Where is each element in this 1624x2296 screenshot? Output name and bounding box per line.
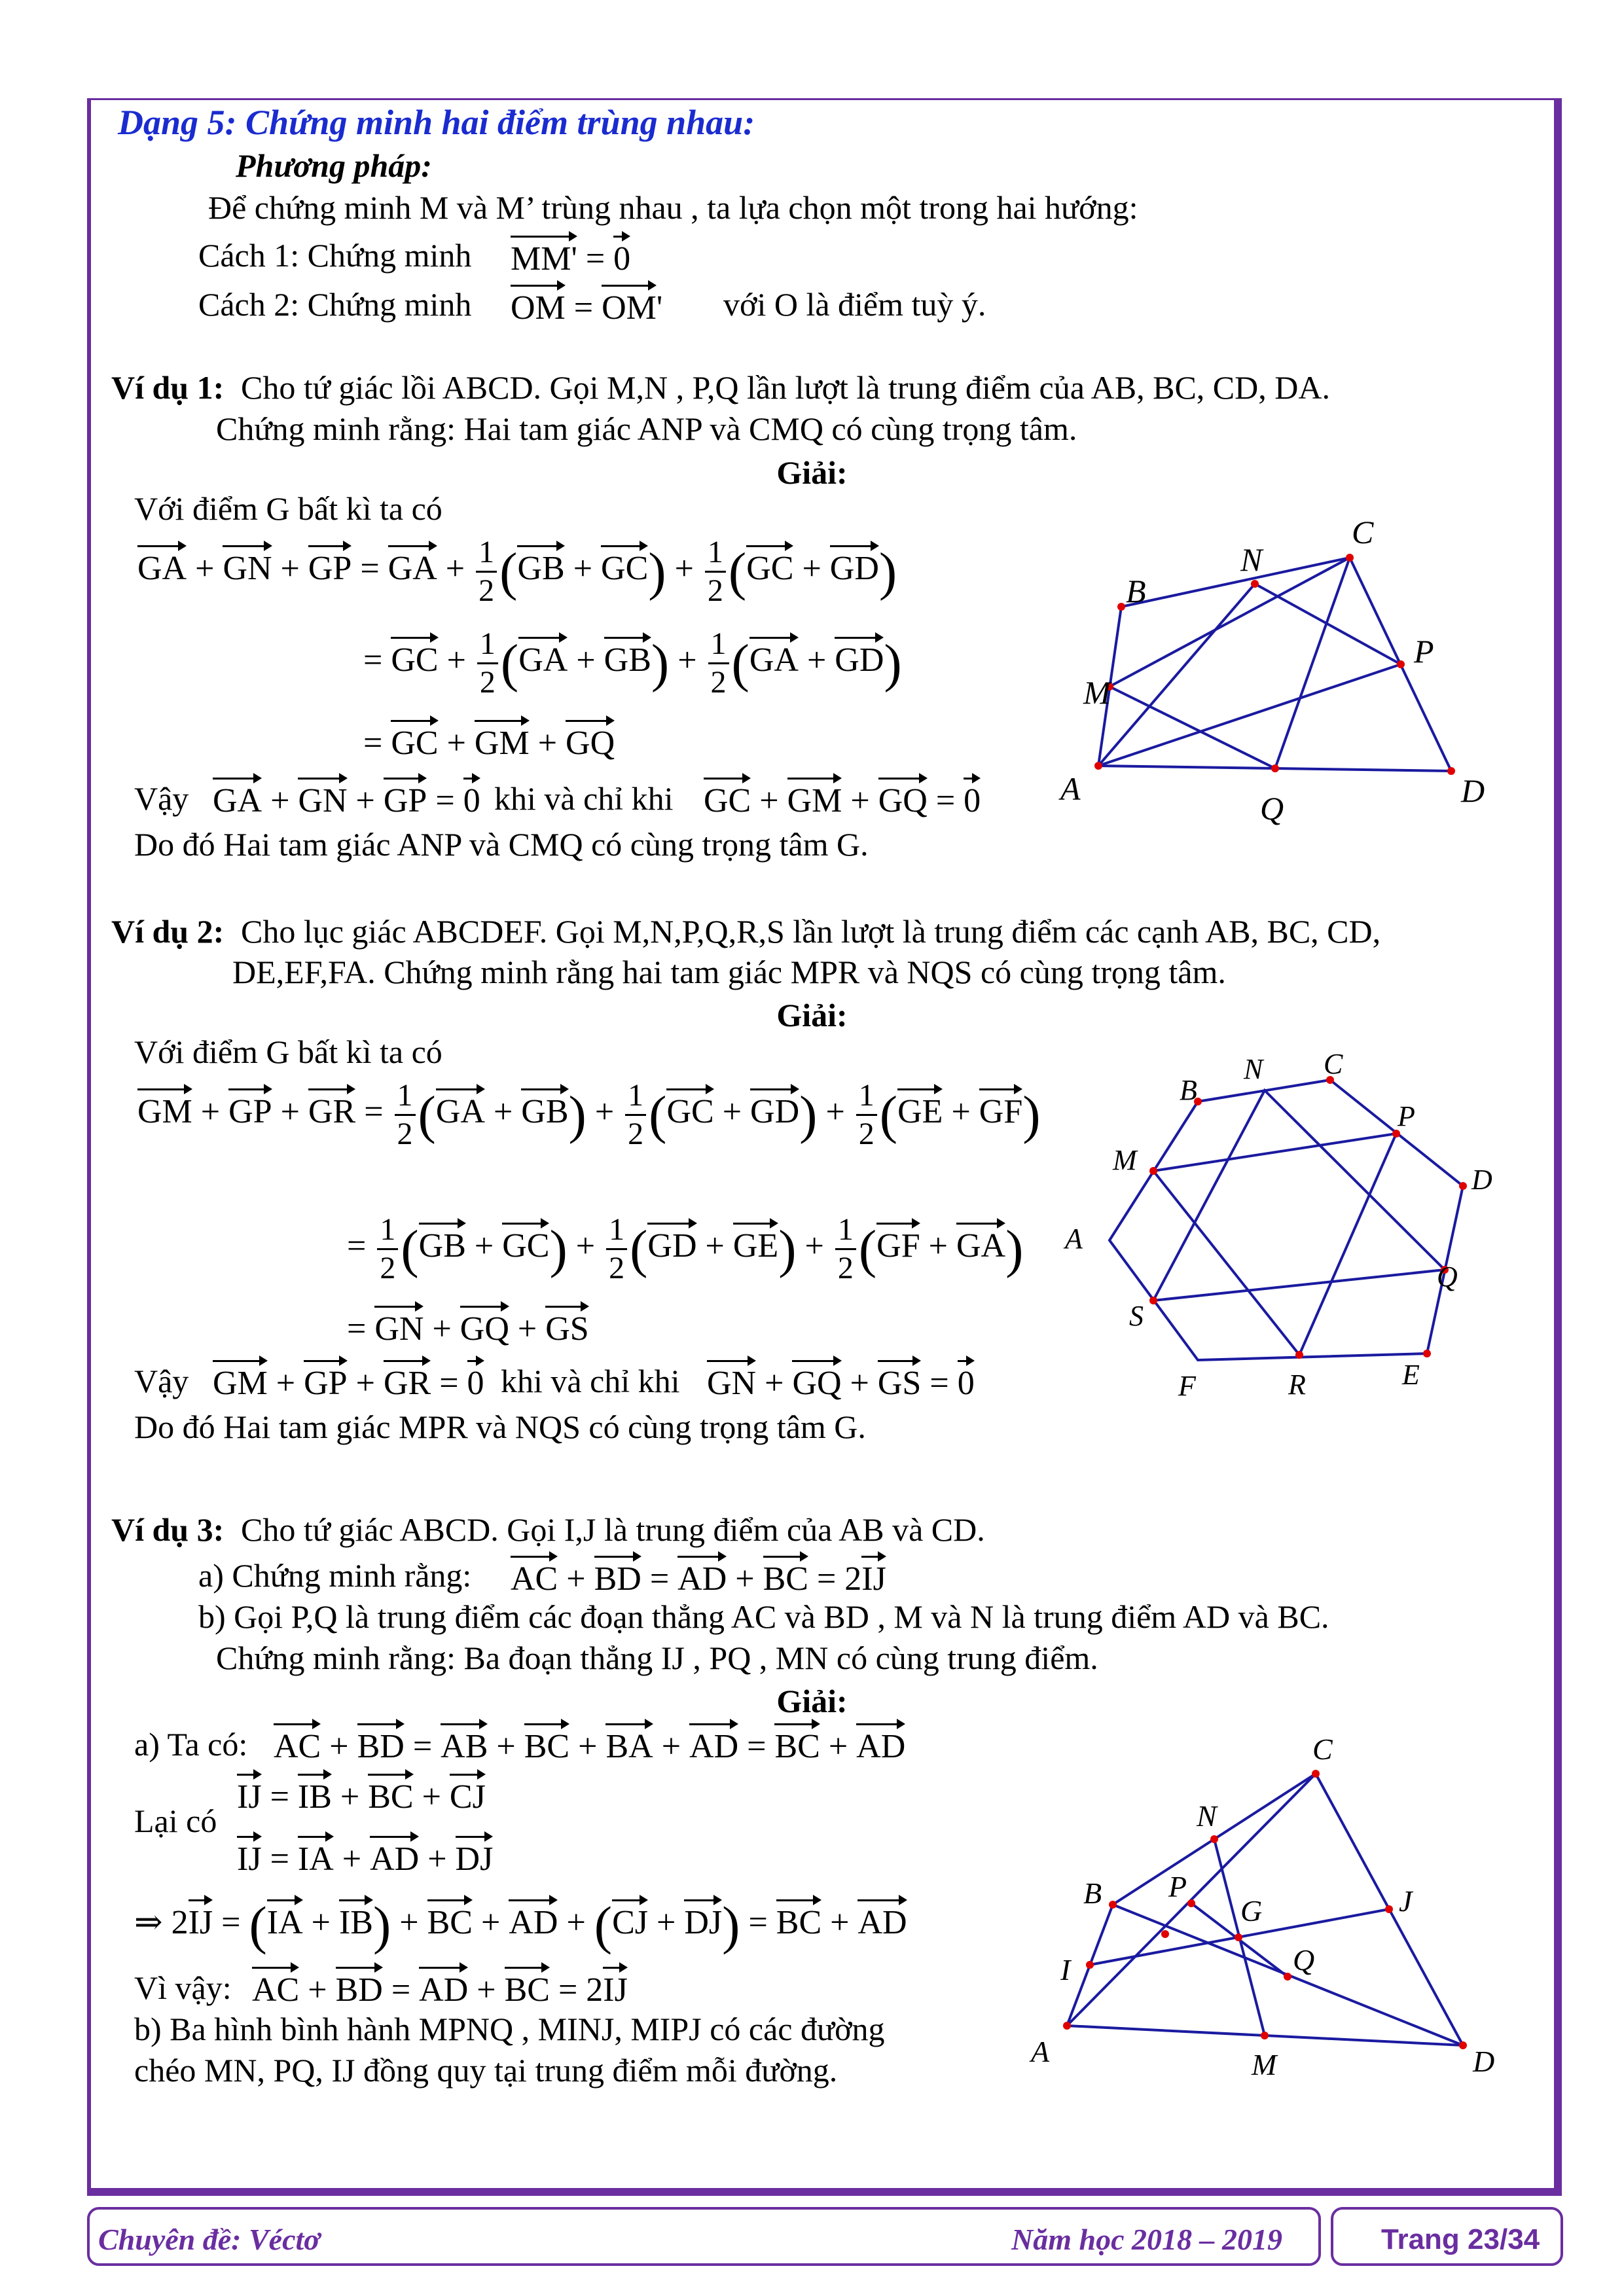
ex1-line1: Cho tứ giác lồi ABCD. Gọi M,N , P,Q lần lượt là trung điểm của AB, BC, CD, DA. [241, 369, 1330, 406]
ex1-label-D: D [1461, 772, 1485, 809]
ex2-conclude-mid: khi và chỉ khi [501, 1363, 680, 1399]
method-way2-suffix: với O là điểm tuỳ ý. [723, 286, 986, 323]
ex2-label-C: C [1324, 1048, 1343, 1080]
ex2-label-B: B [1180, 1074, 1197, 1106]
ex3-point-Q [1284, 1973, 1291, 1981]
ex3-label-N: N [1197, 1799, 1217, 1833]
ex2-with-g: Với điểm G bất kì ta có [134, 1033, 442, 1070]
ex2-label-F: F [1178, 1370, 1196, 1402]
ex3-also-eq1: IJ = IB + BC + CJ [237, 1774, 486, 1816]
ex1-line2: Chứng minh rằng: Hai tam giác ANP và CMQ có cùng trọng tâm. [216, 410, 1077, 447]
ex3-a-formula: AC + BD = AD + BC = 2IJ [511, 1556, 886, 1598]
ex3-therefore-formula: AC + BD = AD + BC = 2IJ [252, 1967, 628, 2009]
ex3-label-B: B [1083, 1876, 1102, 1910]
ex1-conclude-eq2: GC + GM + GQ = 0 [704, 778, 981, 820]
footer-topic: Chuyên đề: Véctơ [98, 2223, 320, 2256]
ex2-label-A: A [1065, 1223, 1083, 1255]
ex1-conclude-eq1: GA + GN + GP = 0 [213, 778, 480, 820]
ex3-point-aux [1161, 1930, 1169, 1938]
ex3-label-P: P [1168, 1870, 1187, 1903]
ex1-eq2: = GC + $\frac{1}{2}$ (GA + GB) + $\frac{1}{2}$ (GA + GD) [363, 626, 902, 700]
ex1-label: Ví dụ 1: [111, 369, 225, 406]
ex2-label-Q: Q [1437, 1261, 1458, 1293]
ex2-label-S: S [1129, 1300, 1144, 1332]
ex1-conclude-mid: khi và chỉ khi [494, 780, 674, 817]
ex1-label-B: B [1126, 573, 1146, 609]
footer-page-number: Trang 23/34 [1381, 2223, 1540, 2255]
ex2-line2: DE,EF,FA. Chứng minh rằng hai tam giác MPR và NQS có cùng trọng tâm. [232, 954, 1226, 990]
ex3-point-C [1312, 1770, 1320, 1778]
ex2-line1: Cho lục giác ABCDEF. Gọi M,N,P,Q,R,S lần lượt là trung điểm các cạnh AB, BC, CD, [241, 913, 1381, 950]
ex3-point-I [1086, 1961, 1094, 1969]
ex1-eq3: = GC + GM + GQ [363, 720, 615, 762]
ex3-label-A: A [1031, 2035, 1050, 2068]
ex1-label-Q: Q [1260, 790, 1284, 827]
ex3-point-M [1261, 2032, 1269, 2039]
ex3-label-J: J [1399, 1884, 1413, 1918]
ex3-line1: Cho tứ giác ABCD. Gọi I,J là trung điểm của AB và CD. [241, 1511, 985, 1548]
ex2-label-N: N [1244, 1053, 1263, 1085]
ex2-label-M: M [1113, 1144, 1137, 1176]
ex2-label-D: D [1471, 1164, 1492, 1196]
ex3-sol-a: a) Ta có: [134, 1726, 248, 1763]
ex3-point-P [1187, 1899, 1195, 1907]
ex2-conclude-eq2: GN + GQ + GS = 0 [707, 1360, 975, 1403]
ex3-sol-b2: chéo MN, PQ, IJ đồng quy tại trung điểm mỗi đường. [134, 2052, 838, 2089]
ex1-label-P: P [1414, 633, 1434, 670]
ex3-sol-a-formula: AC + BD = AB + BC + BA + AD = BC + AD [274, 1723, 905, 1766]
ex2-label: Ví dụ 2: [111, 913, 225, 950]
ex3-label-D: D [1473, 2045, 1495, 2078]
ex1-with-g: Với điểm G bất kì ta có [134, 490, 442, 527]
ex1-solution-label: Giải: [776, 454, 848, 491]
ex1-eq1: GA + GN + GP = GA + $\frac{1}{2}$ (GB + GC) + $\frac{1}{2}$ (GC + GD) [137, 535, 897, 608]
ex3-label-M: M [1252, 2048, 1277, 2081]
ex1-label-M: M [1083, 674, 1111, 711]
ex2-label-P: P [1398, 1100, 1415, 1132]
method-way2: Cách 2: Chứng minh [198, 286, 472, 323]
method-label: Phương pháp: [236, 147, 432, 184]
way1-formula: MM' = 0 [511, 236, 630, 278]
method-way1: Cách 1: Chứng minh [198, 237, 472, 274]
ex3-point-B [1109, 1901, 1117, 1909]
ex3-sol-b1: b) Ba hình bình hành MPNQ , MINJ, MIPJ có các đường [134, 2011, 885, 2047]
footer-year: Năm học 2018 – 2019 [1011, 2223, 1282, 2256]
ex3-b-line1: b) Gọi P,Q là trung điểm các đoạn thẳng AC và BD , M và N là trung điểm AD và BC. [198, 1598, 1329, 1635]
ex1-conclude2: Do đó Hai tam giác ANP và CMQ có cùng trọng tâm G. [134, 826, 869, 863]
ex3-also: Lại có [134, 1803, 217, 1839]
ex2-conclude-eq1: GM + GP + GR = 0 [213, 1360, 484, 1403]
method-intro: Để chứng minh M và M’ trùng nhau , ta lựa chọn một trong hai hướng: [208, 189, 1138, 226]
ex3-label-Q: Q [1293, 1943, 1315, 1977]
ex1-label-A: A [1060, 770, 1081, 807]
section-title: Dạng 5: Chứng minh hai điểm trùng nhau: [118, 103, 755, 142]
ex2-conclude2: Do đó Hai tam giác MPR và NQS có cùng trọng tâm G. [134, 1408, 866, 1445]
ex2-eq2: = $\frac{1}{2}$ (GB + GC) + $\frac{1}{2}$ (GD + GE) + $\frac{1}{2}$ (GF + GA) [347, 1212, 1024, 1285]
ex3-point-G [1235, 1933, 1242, 1941]
ex1-label-N: N [1240, 541, 1263, 578]
ex2-solution-label: Giải: [776, 997, 848, 1033]
ex3-therefore: Vì vậy: [134, 1969, 232, 2006]
ex3-label: Ví dụ 3: [111, 1511, 225, 1548]
ex2-label-R: R [1288, 1369, 1306, 1401]
ex3-also-eq2: IJ = IA + AD + DJ [237, 1836, 493, 1878]
ex3-b-line2: Chứng minh rằng: Ba đoạn thẳng IJ , PQ , MN có cùng trung điểm. [216, 1640, 1098, 1676]
ex3-solution-label: Giải: [776, 1683, 848, 1719]
ex3-label-G: G [1240, 1894, 1263, 1928]
ex3-point-N [1210, 1835, 1218, 1843]
ex2-label-E: E [1402, 1359, 1420, 1391]
way2-formula: OM = OM' [511, 285, 662, 327]
ex2-conclude-prefix: Vậy [134, 1363, 189, 1399]
ex3-a-prefix: a) Chứng minh rằng: [198, 1557, 472, 1594]
ex2-eq3: = GN + GQ + GS [347, 1306, 589, 1348]
ex3-point-J [1385, 1905, 1393, 1913]
ex3-implies: ⇒ 2IJ = (IA + IB) + BC + AD + (CJ + DJ) = BC + AD [134, 1895, 907, 1955]
ex3-label-I: I [1060, 1953, 1071, 1986]
ex3-point-D [1459, 2041, 1467, 2049]
ex1-label-C: C [1352, 514, 1374, 550]
ex1-conclude-prefix: Vậy [134, 780, 189, 817]
ex3-point-A [1063, 2022, 1071, 2030]
ex2-eq1: GM + GP + GR = $\frac{1}{2}$ (GA + GB) + $\frac{1}{2}$ (GC + GD) + $\frac{1}{2}$ (GE + GF) [137, 1078, 1041, 1151]
ex3-label-C: C [1312, 1732, 1333, 1766]
